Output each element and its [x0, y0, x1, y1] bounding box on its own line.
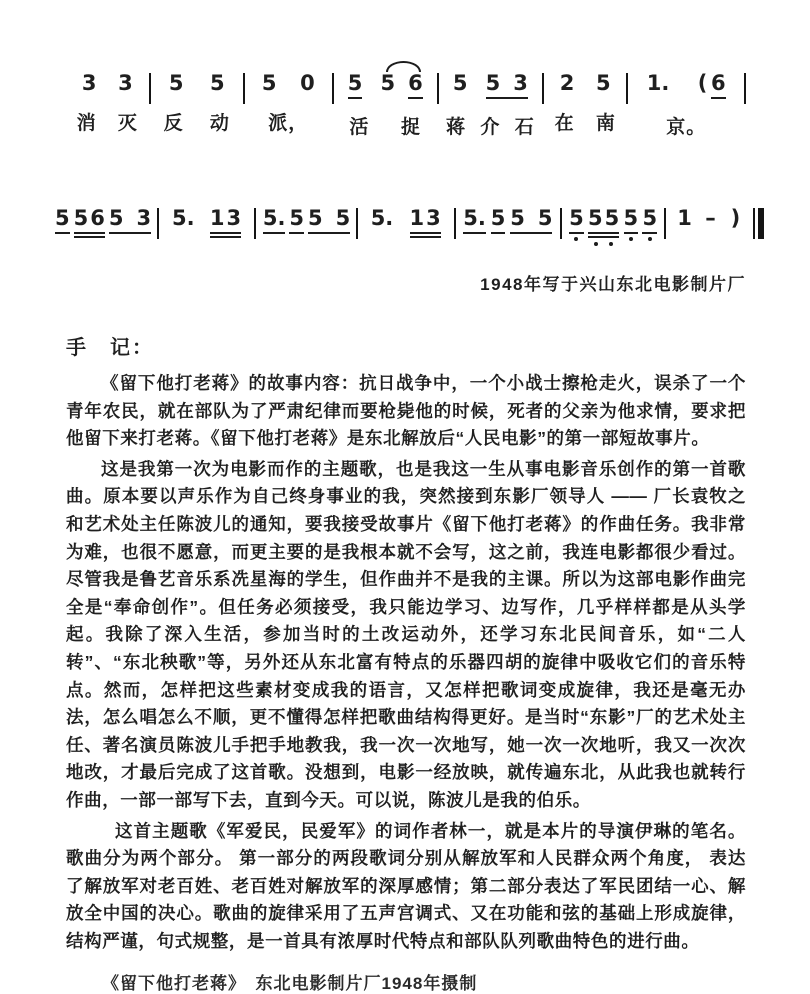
note — [491, 207, 506, 234]
note — [300, 72, 315, 95]
beam-line — [55, 232, 70, 234]
note — [569, 207, 584, 241]
note-run — [82, 72, 97, 95]
note — [596, 72, 611, 95]
note — [729, 207, 742, 230]
note — [588, 207, 603, 230]
note — [605, 207, 620, 230]
note-group — [704, 207, 717, 230]
lyric-syllable: 在 — [554, 113, 575, 134]
note-run — [263, 207, 286, 234]
note — [538, 207, 553, 230]
note — [624, 207, 639, 241]
note-group — [348, 72, 363, 99]
note-digit: 5 — [642, 206, 658, 230]
note-group — [300, 72, 315, 95]
note-digit: 5 — [289, 206, 305, 230]
note-digit: 5 — [380, 71, 396, 95]
notes-row — [456, 207, 560, 234]
note-digit: 3 — [513, 71, 528, 95]
note — [560, 72, 575, 95]
note-digit: 5 — [261, 71, 277, 95]
beam-line — [486, 97, 528, 99]
notes-section — [66, 331, 746, 955]
note-digit: 5 — [73, 206, 89, 230]
note-digit: 2 — [559, 71, 575, 95]
note — [463, 207, 486, 234]
slur-arc — [386, 61, 422, 72]
note-digit: 6 — [711, 71, 726, 95]
note — [513, 72, 528, 95]
lyric-row — [439, 112, 542, 139]
note-digit: 6 — [90, 206, 105, 230]
notes-row — [666, 207, 753, 230]
note-digit: 3 — [136, 206, 152, 230]
lyric-row — [151, 108, 243, 135]
note-group — [55, 207, 70, 234]
note-digit: 5 — [108, 206, 124, 230]
lyric-syllable: 捉 — [400, 117, 421, 138]
measure — [456, 207, 560, 234]
note-group — [729, 207, 742, 230]
note-digit: 3 — [226, 206, 242, 230]
note-digit: 3 — [81, 71, 97, 95]
note — [308, 207, 323, 230]
note — [408, 72, 423, 99]
note-run — [172, 207, 195, 230]
lyric-syllable: 蒋 — [445, 117, 466, 138]
note-run — [289, 207, 304, 234]
note-digit: 5 — [569, 206, 584, 230]
jianpu-notation-line-1 — [66, 58, 746, 139]
note-group — [380, 72, 422, 99]
note-digit: 5 — [210, 71, 225, 95]
note-digit: – — [705, 206, 716, 230]
note-digit: 5 — [588, 206, 603, 230]
beam-line — [711, 97, 726, 99]
note-run — [453, 72, 468, 95]
notes-row — [544, 72, 627, 95]
note — [210, 207, 225, 230]
note-run — [308, 207, 350, 230]
note-run — [169, 72, 184, 95]
note-run — [210, 207, 241, 230]
note — [510, 207, 525, 230]
notes-row — [245, 72, 332, 95]
note — [90, 207, 105, 230]
notes-row — [159, 207, 254, 238]
note — [137, 207, 152, 230]
notes-row — [358, 207, 454, 238]
note-group — [169, 72, 184, 95]
note-digit: 5. — [463, 206, 486, 230]
beam-line — [74, 232, 105, 234]
lyric-row — [66, 108, 149, 135]
note-group — [74, 207, 105, 238]
notes-row — [66, 72, 149, 95]
beam-line — [642, 232, 657, 234]
note — [118, 72, 133, 95]
composition-credit: 1948年写于兴山东北电影制片厂 — [480, 275, 746, 294]
note-group — [82, 72, 97, 95]
lyric-syllable: 南 — [595, 113, 616, 134]
note-group — [560, 72, 575, 95]
lyric-syllable: 灭 — [117, 113, 138, 134]
final-bar-thick — [758, 208, 764, 239]
note — [426, 207, 441, 230]
beam-line — [348, 97, 363, 99]
note-run — [118, 72, 133, 95]
measure — [334, 72, 437, 139]
note-group — [210, 72, 225, 95]
note-digit: 5. — [171, 206, 195, 230]
beam-line — [210, 236, 241, 238]
note-digit: 5 — [623, 206, 639, 230]
note-digit: 5 — [537, 206, 553, 230]
note-group — [696, 72, 726, 99]
note — [410, 207, 425, 230]
beam-line — [569, 232, 584, 234]
note — [348, 72, 363, 99]
octave-dot-row — [588, 239, 619, 246]
note-run — [380, 72, 422, 99]
note — [263, 207, 286, 234]
note-group — [263, 207, 286, 234]
note-run — [569, 207, 584, 241]
note-run — [74, 207, 105, 230]
note-run — [560, 72, 575, 95]
note — [109, 207, 124, 230]
note — [371, 207, 394, 230]
note-group — [677, 207, 692, 230]
note-run — [647, 72, 670, 95]
measure — [628, 72, 744, 139]
note-group — [588, 207, 619, 246]
note — [210, 72, 225, 95]
lyric-syllable: 派， — [268, 113, 309, 134]
note-run — [704, 207, 717, 230]
note-digit: 1. — [646, 71, 670, 95]
barline — [744, 73, 746, 104]
note-group — [109, 207, 151, 234]
note-run — [371, 207, 394, 230]
note-digit: 5 — [485, 71, 501, 95]
note-group — [510, 207, 552, 234]
measure — [245, 72, 332, 135]
lyric-syllable: 京。 — [666, 117, 707, 138]
note — [647, 72, 670, 95]
measure — [358, 207, 454, 238]
note-run — [677, 207, 692, 230]
note-digit: 5 — [596, 71, 611, 95]
note-digit: 3 — [118, 71, 133, 95]
note-digit: 5. — [370, 206, 394, 230]
lyric-row — [334, 112, 437, 139]
beam-line — [588, 232, 619, 234]
note-run — [588, 207, 619, 230]
note-run — [491, 207, 506, 234]
note — [380, 72, 395, 95]
measure — [439, 72, 542, 139]
footer-caption-clipped — [66, 969, 746, 994]
note-digit: 3 — [426, 206, 441, 230]
beam-line — [510, 232, 552, 234]
note-run — [55, 207, 70, 234]
low-octave-dot — [629, 237, 633, 241]
note-group — [453, 72, 468, 95]
low-octave-dot — [574, 237, 578, 241]
measure — [159, 207, 254, 238]
note-run — [109, 207, 151, 230]
note — [704, 207, 717, 230]
note-run — [210, 72, 225, 95]
note — [172, 207, 195, 230]
low-octave-dot — [594, 242, 598, 246]
note — [262, 72, 277, 95]
beam-line — [289, 232, 304, 234]
beam-line — [408, 97, 423, 99]
beam-line — [588, 236, 619, 238]
note — [74, 207, 89, 230]
note-digit: 5 — [452, 71, 468, 95]
beam-line — [410, 232, 441, 234]
note-digit: 5 — [55, 206, 70, 230]
notes-row — [439, 72, 542, 99]
note-run — [642, 207, 657, 241]
note-group — [172, 207, 195, 230]
note-digit: 6 — [408, 71, 423, 95]
note — [82, 72, 97, 95]
notes-row — [256, 207, 356, 234]
note-group — [647, 72, 670, 95]
beam-line — [308, 232, 350, 234]
notes-row — [334, 72, 437, 99]
lyric-syllable: 消 — [76, 113, 97, 134]
note-digit: 1 — [209, 206, 225, 230]
note-group — [308, 207, 350, 234]
note — [677, 207, 692, 230]
film-caption: 《留下他打老蒋》 东北电影制片厂1948年摄制 — [102, 974, 478, 994]
measure — [256, 207, 356, 234]
note — [55, 207, 70, 234]
lyric-syllable: 石 — [514, 117, 535, 138]
note-run — [696, 72, 726, 99]
paragraph-story-summary: 《留下他打老蒋》的故事内容：抗日战争中，一个小战士擦枪走火，误杀了一个青年农民，就在部队为了严肃纪律而要枪毙他的时候，死者的父亲为他求情，要求把他留下来打老蒋。《留下他打老蒋》是东北解放后“人民电影”的第一部短故事片。 — [66, 373, 746, 449]
note-run — [410, 207, 441, 230]
note-digit: 5 — [347, 71, 363, 95]
note-digit: 1 — [409, 206, 425, 230]
low-octave-dot — [609, 242, 613, 246]
note-group — [118, 72, 133, 95]
note-digit: 5 — [510, 206, 525, 230]
lyric-syllable: 介 — [480, 117, 501, 138]
lyric-row — [628, 112, 744, 139]
note-group — [371, 207, 394, 230]
note-group — [210, 207, 241, 238]
note-group — [262, 72, 277, 95]
lyric-syllable: 动 — [209, 113, 230, 134]
lyric-syllable: 反 — [163, 113, 184, 134]
note-digit: 1 — [677, 206, 692, 230]
note-digit: ( — [697, 71, 708, 95]
note-run — [624, 207, 639, 241]
note-group — [596, 72, 611, 95]
note-run — [510, 207, 552, 230]
note-run — [463, 207, 486, 234]
note-run — [596, 72, 611, 95]
note-group — [410, 207, 441, 238]
lyric-row — [544, 108, 627, 135]
note — [336, 207, 351, 230]
note — [486, 72, 501, 95]
note-run — [300, 72, 315, 95]
note-group — [463, 207, 486, 234]
note-digit: 5 — [604, 206, 620, 230]
notes-row — [562, 207, 664, 246]
note-group — [642, 207, 657, 241]
paragraph-song-analysis: 这首主题歌《军爱民，民爱军》的词作者林一，就是本片的导演伊琳的笔名。歌曲分为两个部分。 第一部分的两段歌词分别从解放军和人民群众两个角度， 表达了解放军对老百姓、老百姓对解放军的深厚感情；第二部分表达了军民团结一心、解放全中国的决心。歌曲的旋律采用了五声宫调式、又在功能和弦的基础上形成旋律，结构严谨，句式规整，是一首具有浓厚时代特点和部队队列歌曲特色的进行曲。 — [66, 820, 746, 951]
final-bar-thin — [753, 208, 755, 239]
measure — [151, 72, 243, 135]
measure — [48, 207, 157, 238]
beam-line — [463, 232, 486, 234]
jianpu-notation-line-2 — [48, 193, 764, 246]
note-digit: 5 — [168, 71, 184, 95]
note-group — [486, 72, 528, 99]
paragraph-composition-memoir: 这是我第一次为电影而作的主题歌，也是我这一生从事电影音乐创作的第一首歌曲。原本要以声乐作为自己终身事业的我，突然接到东影厂领导人 —— 厂长袁牧之和艺术处主任陈波儿的通知，要我接受故事片《留下他打老蒋》的作曲任务。我非常为难，也很不愿意，而更主要的是我根本就不会写，这之前，我连电影都很少看过。尽管我是鲁艺音乐系冼星海的学生，但作曲并不是我的主课。所以为这部电影作曲完全是“奉命创作”。但任务必须接受，我只能边学习、边写作，几乎样样都是从头学起。我除了深入生活，参加当时的土改运动外，还学习东北民间音乐，如“二人转”、“东北秧歌”等，另外还从东北富有特点的乐器四胡的旋律中吸收它们的音乐特点。然而，怎样把这些素材变成我的语言，又怎样把歌词变成旋律，我还是毫无办法，怎么唱怎么不顺，更不懂得怎样把歌曲结构得更好。是当时“东影”厂的艺术处主任、著名演员陈波儿手把手地教我，我一次一次地写，她一次一次地听，我又一次次地改，才最后完成了这首歌。没想到，电影一经放映，就传遍东北，从此我也就转行作曲，一部一部写下去，直到今天。可以说，陈波儿是我的伯乐。 — [66, 458, 746, 810]
notes-row — [151, 72, 243, 95]
low-octave-dot — [648, 237, 652, 241]
beam-line — [410, 236, 441, 238]
beam-line — [263, 232, 286, 234]
note-digit: ) — [730, 206, 741, 230]
note-digit: 0 — [300, 71, 315, 95]
notes-row — [628, 72, 744, 99]
note-run — [262, 72, 277, 95]
note-digit: 5 — [335, 206, 351, 230]
note — [696, 72, 709, 95]
beam-line — [210, 232, 241, 234]
note-digit: 5 — [308, 206, 323, 230]
lyric-row — [245, 108, 332, 135]
measure — [66, 72, 149, 135]
note-group — [569, 207, 584, 241]
note — [227, 207, 242, 230]
note-run — [486, 72, 528, 95]
note — [711, 72, 726, 99]
beam-line — [624, 232, 639, 234]
beam-line — [109, 232, 151, 234]
note — [169, 72, 184, 95]
notes-row — [48, 207, 157, 238]
note-run — [348, 72, 363, 99]
note — [453, 72, 468, 95]
note-run — [729, 207, 742, 230]
beam-line — [74, 236, 105, 238]
note-group — [624, 207, 639, 241]
measure — [562, 207, 664, 246]
measure — [666, 207, 753, 230]
note-digit: 5 — [490, 206, 506, 230]
measure — [544, 72, 627, 135]
beam-line — [491, 232, 506, 234]
note — [642, 207, 657, 241]
final-barline — [753, 208, 764, 239]
lyric-syllable: 活 — [349, 117, 370, 138]
note — [289, 207, 304, 234]
note-group — [491, 207, 506, 234]
notes-heading: 手 记： — [66, 337, 154, 359]
note-digit: 5. — [262, 206, 286, 230]
note-group — [289, 207, 304, 234]
